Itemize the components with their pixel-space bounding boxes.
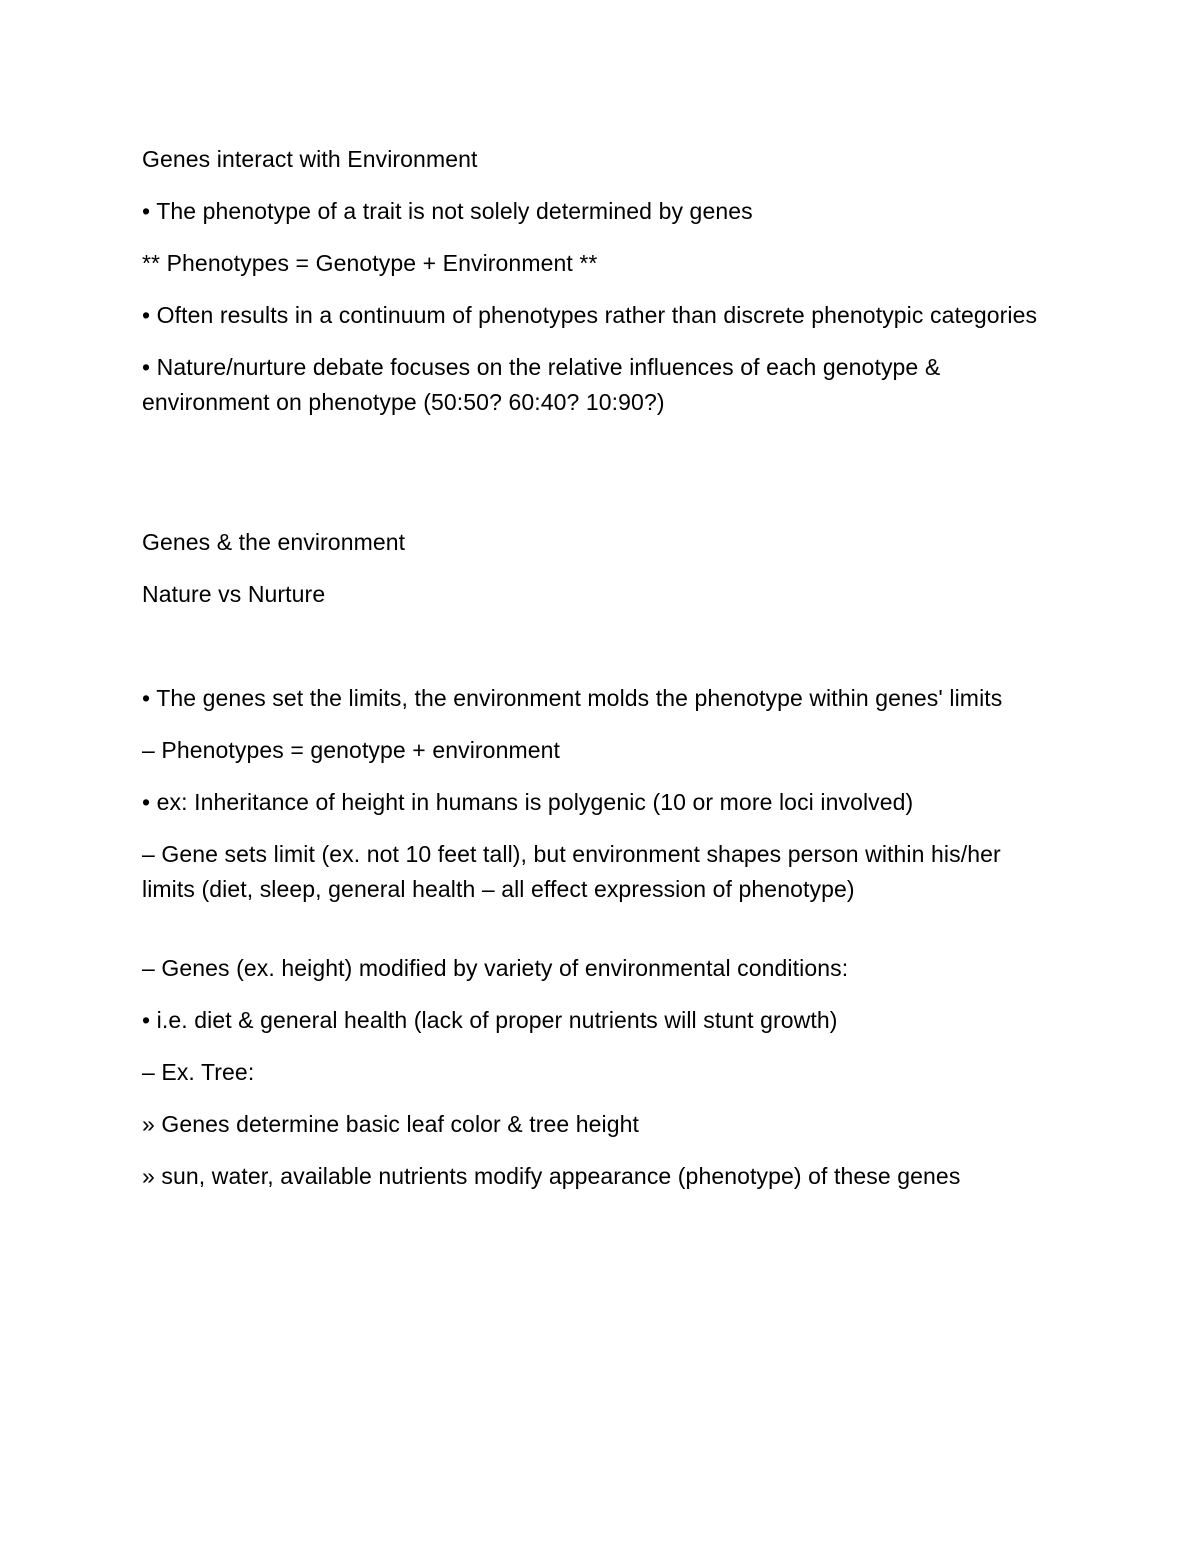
dash-genes-modified: – Genes (ex. height) modified by variety of environmental conditions: [142,955,849,981]
dash-phenotypes-equation: – Phenotypes = genotype + environment [142,737,560,763]
dash-gene-sets-limit: – Gene sets limit (ex. not 10 feet tall), but environment shapes person within his/her limits (diet, sleep, general health – all effect expression of phenotype) [142,841,1001,902]
document-body [142,142,1042,1211]
guillemet-leaf-color: » Genes determine basic leaf color & tree height [142,1111,640,1137]
section-heading-genes-interact: Genes interact with Environment [142,146,478,172]
section-heading-genes-environment: Genes & the environment [142,529,406,555]
bullet-diet-general-health: • i.e. diet & general health (lack of proper nutrients will stunt growth) [142,1007,838,1033]
blank-space [142,924,1042,951]
bullet-genes-set-limits: • The genes set the limits, the environment molds the phenotype within genes' limits [142,685,1003,711]
bullet-continuum-of-phenotypes: • Often results in a continuum of phenotypes rather than discrete phenotypic categories [142,302,1038,328]
blank-space [142,629,1042,681]
bullet-phenotype-not-solely-genes: • The phenotype of a trait is not solely determined by genes [142,198,753,224]
phenotype-equation: ** Phenotypes = Genotype + Environment ** [142,250,598,276]
bullet-nature-nurture-debate: • Nature/nurture debate focuses on the relative influences of each genotype & environment on phenotype (50:50? 60:40? 10:90?) [142,354,941,415]
bullet-height-polygenic: • ex: Inheritance of height in humans is polygenic (10 or more loci involved) [142,789,914,815]
blank-space [142,437,1042,525]
subheading-nature-vs-nurture: Nature vs Nurture [142,581,326,607]
guillemet-sun-water-nutrients: » sun, water, available nutrients modify appearance (phenotype) of these genes [142,1163,961,1189]
dash-ex-tree: – Ex. Tree: [142,1059,255,1085]
